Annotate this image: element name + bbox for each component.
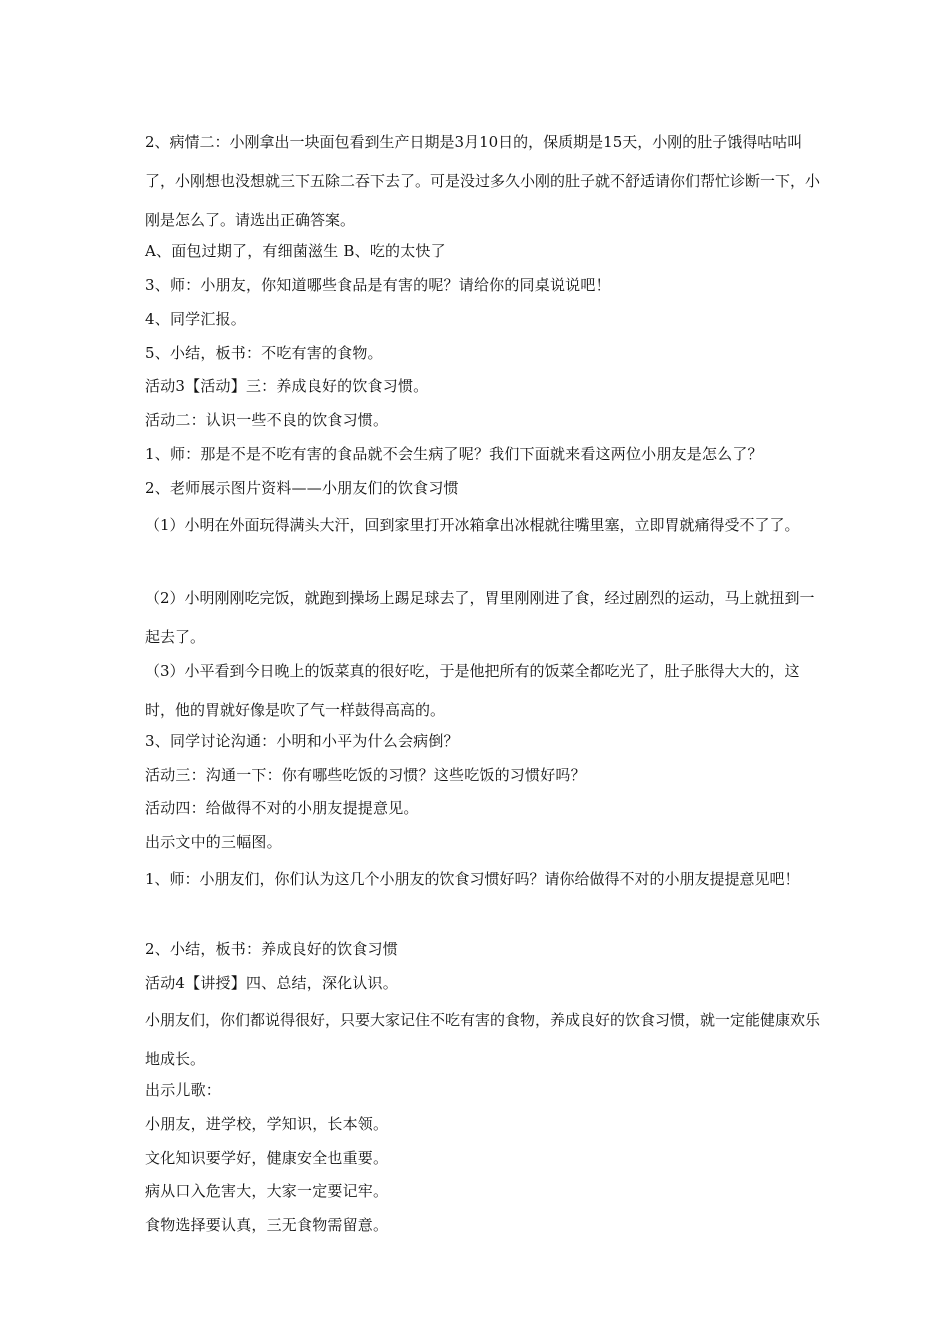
paragraph: 2、病情二：小刚拿出一块面包看到生产日期是3月10日的，保质期是15天，小刚的肚子饿得咕咕叫了，小刚想也没想就三下五除二吞下去了。可是没过多久小刚的肚子就不舒适请你们帮忙诊断一下，小刚是怎么了。请选出正确答案。	[145, 133, 821, 229]
paragraph: A、面包过期了，有细菌滋生 B、吃的太快了	[145, 241, 446, 260]
paragraph: 活动4【讲授】四、总结，深化认识。	[145, 974, 398, 993]
paragraph: 活动二：认识一些不良的饮食习惯。	[145, 411, 389, 430]
paragraph: 活动三：沟通一下：你有哪些吃饭的习惯？这些吃饭的习惯好吗？	[145, 765, 586, 784]
paragraph: 3、师：小朋友，你知道哪些食品是有害的呢？请给你的同桌说说吧！	[145, 275, 611, 294]
paragraph: 1、师：那是不是不吃有害的食品就不会生病了呢？我们下面就来看这两位小朋友是怎么了？	[145, 445, 763, 464]
paragraph: 活动3【活动】三：养成良好的饮食习惯。	[145, 377, 429, 396]
paragraph: （3）小平看到今日晚上的饭菜真的很好吃，于是他把所有的饭菜全都吃光了，肚子胀得大大的，这时，他的胃就好像是吹了气一样鼓得高高的。	[145, 661, 800, 719]
paragraph: 食物选择要认真，三无食物需留意。	[145, 1216, 389, 1235]
paragraph: 活动四：给做得不对的小朋友提提意见。	[145, 799, 419, 818]
paragraph: 1、师：小朋友们，你们认为这几个小朋友的饮食习惯好吗？请你给做得不对的小朋友提提意见吧！	[145, 870, 800, 889]
paragraph: 文化知识要学好，健康安全也重要。	[145, 1148, 389, 1167]
document-body	[145, 123, 825, 1243]
paragraph: 2、小结，板书：养成良好的饮食习惯	[145, 940, 398, 959]
paragraph: 4、同学汇报。	[145, 309, 246, 328]
paragraph: 小朋友们，你们都说得很好，只要大家记住不吃有害的食物，养成良好的饮食习惯，就一定能健康欢乐地成长。	[145, 1010, 821, 1068]
paragraph: （1）小明在外面玩得满头大汗，回到家里打开冰箱拿出冰棍就往嘴里塞，立即胃就痛得受不了了。	[145, 516, 800, 535]
paragraph: 出示儿歌：	[145, 1080, 222, 1099]
paragraph: 5、小结，板书：不吃有害的食物。	[145, 343, 383, 362]
paragraph: （2）小明刚刚吃完饭，就跑到操场上踢足球去了，胃里刚刚进了食，经过剧烈的运动，马上就扭到一起去了。	[145, 588, 815, 646]
paragraph: 病从口入危害大，大家一定要记牢。	[145, 1182, 389, 1201]
paragraph: 2、老师展示图片资料——小朋友们的饮食习惯	[145, 479, 459, 498]
paragraph: 小朋友，进学校，学知识，长本领。	[145, 1114, 389, 1133]
paragraph: 出示文中的三幅图。	[145, 833, 282, 852]
paragraph: 3、同学讨论沟通：小明和小平为什么会病倒？	[145, 731, 459, 750]
